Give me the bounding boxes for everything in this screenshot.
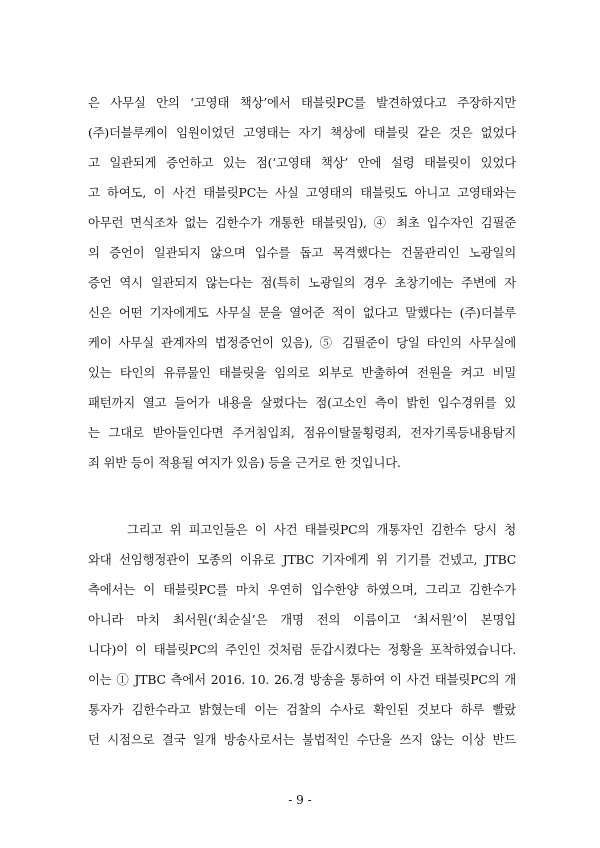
text-line: 그리고 위 피고인들은 이 사건 태블릿PC의 개통자인 김한수 당시 청	[127, 522, 516, 537]
text-line: 아니라 마치 최서원(‘최순실’은 개명 전의 이름이고 ‘최서원’이 본명입	[88, 612, 516, 627]
text-line: 는 그대로 받아들인다면 주거침입죄, 점유이탈물횡령죄, 전자기록등내용탐지	[88, 425, 516, 440]
text-line: 증언 역시 일관되지 않는다는 점(특히 노광일의 경우 초창기에는 주변에 자	[88, 275, 516, 290]
text-line: (주)더블루케이 임원이었던 고영태는 자기 책상에 태블릿 같은 것은 없었다	[88, 125, 516, 140]
text-line: 던 시점으로 결국 일개 방송사로서는 불법적인 수단을 쓰지 않는 이상 반드	[88, 732, 516, 747]
text-line: 있는 타인의 유류물인 태블릿을 임의로 외부로 반출하여 전원을 켜고 비밀	[88, 365, 516, 380]
text-line: 아무런 면식조차 없는 김한수가 개통한 태블릿임), ④ 최초 입수자인 김필준	[88, 215, 516, 230]
text-line: 니다)이 이 태블릿PC의 주인인 것처럼 둔갑시켰다는 정황을 포착하였습니다.	[88, 642, 516, 657]
text-line: 통자가 김한수라고 밝혔는데 이는 검찰의 수사로 확인된 것보다 하루 빨랐	[88, 702, 516, 717]
text-line: 고 일관되게 증언하고 있는 점(‘고영태 책상’ 안에 설령 태블릿이 있었다	[88, 155, 516, 170]
text-line: 이는 ① JTBC 측에서 2016. 10. 26.경 방송을 통하여 이 사건 태블릿PC의 개	[88, 672, 516, 687]
page-number: - 9 -	[288, 793, 312, 807]
text-line: 패턴까지 열고 들어가 내용을 살폈다는 점(고소인 측이 밝힌 입수경위를 있	[88, 395, 516, 410]
text-line: 신은 어떤 기자에게도 사무실 문을 열어준 적이 없다고 말했다는 (주)더블루	[88, 305, 516, 320]
text-line: 의 증언이 일관되지 않으며 입수를 돕고 목격했다는 건물관리인 노광일의	[88, 245, 516, 260]
text-line: 측에서는 이 태블릿PC를 마치 우연히 입수한양 하였으며, 그리고 김한수가	[88, 582, 516, 597]
text-line: 은 사무실 안의 ‘고영태 책상’에서 태블릿PC를 발견하였다고 주장하지만	[88, 95, 516, 110]
text-line: 케이 사무실 관계자의 법정증언이 있음), ⑤ 김필준이 당일 타인의 사무실에	[88, 335, 516, 350]
text-line: 고 하여도, 이 사건 태블릿PC는 사실 고영태의 태블릿도 아니고 고영태와는	[88, 185, 516, 200]
text-line: 와대 선임행정관이 모종의 이유로 JTBC 기자에게 위 기기를 건넸고, JTBC	[88, 552, 516, 567]
text-line: 죄 위반 등이 적용될 여지가 있음) 등을 근거로 한 것입니다.	[88, 455, 401, 470]
